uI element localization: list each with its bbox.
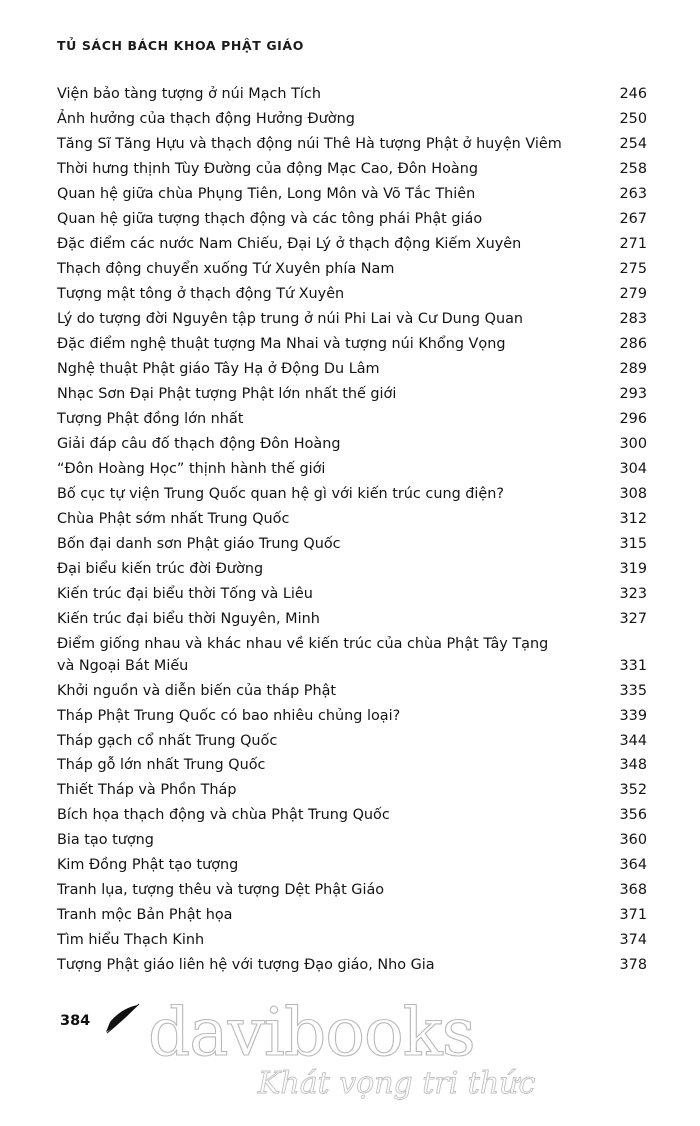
toc-entry-title bbox=[57, 634, 548, 678]
toc-entry-title: Chùa Phật sớm nhất Trung Quốc bbox=[57, 510, 290, 527]
toc-entry-page: 296 bbox=[619, 410, 647, 427]
toc-entry-title: Tranh mộc Bản Phật họa bbox=[57, 907, 233, 924]
toc-entry[interactable] bbox=[57, 109, 647, 131]
toc-entry-title: Lý do tượng đời Nguyên tập trung ở núi Phi Lai và Cư Dung Quan bbox=[57, 310, 524, 327]
toc-entry-page: 327 bbox=[619, 610, 647, 627]
toc-entry-page: 312 bbox=[619, 510, 647, 527]
toc-entry-title: Bích họa thạch động và chùa Phật Trung Quốc bbox=[57, 807, 390, 824]
toc-entry-page: 283 bbox=[619, 310, 647, 327]
toc-entry[interactable] bbox=[57, 409, 647, 431]
toc-entry-title: Thời hưng thịnh Tùy Đường của động Mạc Cao, Đôn Hoàng bbox=[57, 160, 478, 177]
toc-entry[interactable] bbox=[57, 855, 647, 877]
toc-entry-title: Kiến trúc đại biểu thời Nguyên, Minh bbox=[57, 610, 320, 627]
toc-entry-page: 271 bbox=[619, 235, 647, 252]
toc-entry-title: Nhạc Sơn Đại Phật tượng Phật lớn nhất thế giới bbox=[57, 385, 397, 402]
toc-entry-title: Tháp gạch cổ nhất Trung Quốc bbox=[57, 732, 278, 749]
toc-entry-title: Bốn đại danh sơn Phật giáo Trung Quốc bbox=[57, 535, 341, 552]
toc-entry-page: 250 bbox=[619, 110, 647, 127]
toc-entry-title: Thạch động chuyển xuống Tứ Xuyên phía Nam bbox=[57, 260, 395, 277]
toc-entry-page: 352 bbox=[619, 782, 647, 799]
toc-entry-page: 315 bbox=[619, 535, 647, 552]
toc-entry[interactable] bbox=[57, 731, 647, 753]
toc-entry-title: Bố cục tự viện Trung Quốc quan hệ gì với kiến trúc cung điện? bbox=[57, 485, 505, 502]
toc-entry-page: 246 bbox=[619, 86, 647, 102]
table-of-contents bbox=[57, 84, 647, 980]
toc-entry[interactable] bbox=[57, 880, 647, 902]
toc-entry[interactable] bbox=[57, 159, 647, 181]
toc-entry-page: 323 bbox=[619, 585, 647, 602]
toc-entry-title: Ảnh hưởng của thạch động Hưởng Đường bbox=[57, 110, 355, 127]
toc-entry[interactable] bbox=[57, 609, 647, 631]
toc-entry[interactable] bbox=[57, 930, 647, 952]
toc-entry[interactable] bbox=[57, 334, 647, 356]
toc-entry-title: Viện bảo tàng tượng ở núi Mạch Tích bbox=[57, 86, 321, 102]
toc-entry-title-line1: Điểm giống nhau và khác nhau về kiến trúc của chùa Phật Tây Tạng bbox=[57, 635, 549, 652]
toc-entry-page: 254 bbox=[619, 135, 647, 152]
toc-entry[interactable] bbox=[57, 534, 647, 556]
toc-entry[interactable] bbox=[57, 184, 647, 206]
toc-entry-title: Đặc điểm nghệ thuật tượng Ma Nhai và tượng núi Khổng Vọng bbox=[57, 335, 506, 352]
toc-entry-page: 308 bbox=[619, 485, 647, 502]
toc-entry-page: 263 bbox=[619, 185, 647, 202]
watermark-tagline: Khát vọng tri thức bbox=[258, 1066, 536, 1101]
toc-entry-page: 368 bbox=[619, 882, 647, 899]
toc-entry[interactable] bbox=[57, 359, 647, 381]
toc-entry[interactable] bbox=[57, 259, 647, 281]
running-head: TỦ SÁCH BÁCH KHOA PHẬT GIÁO bbox=[57, 38, 304, 53]
toc-entry[interactable] bbox=[57, 84, 647, 106]
page-number: 384 bbox=[60, 1013, 91, 1029]
toc-entry-title: Đại biểu kiến trúc đời Đường bbox=[57, 560, 264, 577]
toc-entry[interactable] bbox=[57, 706, 647, 728]
toc-entry-title: Tháp Phật Trung Quốc có bao nhiêu chủng loại? bbox=[57, 707, 401, 724]
toc-entry-title: Quan hệ giữa tượng thạch động và các tông phái Phật giáo bbox=[57, 210, 483, 227]
toc-entry-title: Nghệ thuật Phật giáo Tây Hạ ở Động Du Lâm bbox=[57, 360, 380, 377]
toc-entry-title: Tháp gỗ lớn nhất Trung Quốc bbox=[57, 757, 266, 774]
toc-entry-page: 348 bbox=[619, 757, 647, 774]
toc-entry-page: 304 bbox=[619, 460, 647, 477]
toc-entry-title: Tượng mật tông ở thạch động Tứ Xuyên bbox=[57, 285, 345, 302]
toc-entry-title: Giải đáp câu đố thạch động Đôn Hoàng bbox=[57, 435, 341, 452]
toc-entry-page: 360 bbox=[619, 832, 647, 849]
toc-entry-page: 319 bbox=[619, 560, 647, 577]
toc-entry-title: Đặc điểm các nước Nam Chiếu, Đại Lý ở thạch động Kiếm Xuyên bbox=[57, 235, 522, 252]
toc-entry[interactable] bbox=[57, 830, 647, 852]
toc-entry-title: Kim Đồng Phật tạo tượng bbox=[57, 857, 239, 874]
toc-entry-title: Tranh lụa, tượng thêu và tượng Dệt Phật Giáo bbox=[57, 882, 385, 899]
toc-entry-title: Tăng Sĩ Tăng Hựu và thạch động núi Thê Hà tượng Phật ở huyện Viêm bbox=[57, 135, 562, 152]
toc-entry[interactable] bbox=[57, 484, 647, 506]
toc-entry-title: Bia tạo tượng bbox=[57, 832, 154, 849]
toc-entry-title: Quan hệ giữa chùa Phụng Tiên, Long Môn và Võ Tắc Thiên bbox=[57, 185, 476, 202]
toc-entry-page: 371 bbox=[619, 907, 647, 924]
toc-entry-title-line2: và Ngoại Bát Miếu bbox=[57, 657, 189, 674]
toc-entry[interactable] bbox=[57, 584, 647, 606]
toc-entry-page: 331 bbox=[619, 657, 647, 674]
toc-entry-page: 344 bbox=[619, 732, 647, 749]
toc-entry-page: 339 bbox=[619, 707, 647, 724]
toc-entry-page: 286 bbox=[619, 335, 647, 352]
toc-entry[interactable] bbox=[57, 309, 647, 331]
toc-entry-page: 300 bbox=[619, 435, 647, 452]
toc-entry[interactable] bbox=[57, 284, 647, 306]
toc-entry-page: 258 bbox=[619, 160, 647, 177]
toc-entry[interactable] bbox=[57, 634, 647, 678]
toc-entry[interactable] bbox=[57, 780, 647, 802]
toc-entry-page: 356 bbox=[619, 807, 647, 824]
toc-entry[interactable] bbox=[57, 905, 647, 927]
toc-entry-page: 335 bbox=[619, 682, 647, 699]
toc-entry-title: Kiến trúc đại biểu thời Tống và Liêu bbox=[57, 585, 313, 602]
toc-entry-page: 275 bbox=[619, 260, 647, 277]
toc-entry-page: 364 bbox=[619, 857, 647, 874]
toc-entry[interactable] bbox=[57, 134, 647, 156]
watermark-brand: davibooks bbox=[148, 994, 475, 1071]
toc-entry[interactable] bbox=[57, 955, 647, 977]
toc-entry-page: 378 bbox=[619, 957, 647, 974]
toc-entry-page: 279 bbox=[619, 285, 647, 302]
toc-entry-title: Khởi nguồn và diễn biến của tháp Phật bbox=[57, 682, 337, 699]
leaf-ornament-icon bbox=[104, 1002, 142, 1036]
toc-entry[interactable] bbox=[57, 805, 647, 827]
toc-entry-page: 267 bbox=[619, 210, 647, 227]
toc-entry[interactable] bbox=[57, 755, 647, 777]
toc-entry[interactable] bbox=[57, 459, 647, 481]
toc-entry-page: 374 bbox=[619, 932, 647, 949]
page-footer bbox=[0, 980, 700, 1126]
toc-entry[interactable] bbox=[57, 209, 647, 231]
toc-entry[interactable] bbox=[57, 234, 647, 256]
toc-entry-page: 293 bbox=[619, 385, 647, 402]
toc-entry-title: Tượng Phật giáo liên hệ với tượng Đạo giáo, Nho Gia bbox=[57, 957, 435, 974]
toc-entry-title: Tìm hiểu Thạch Kinh bbox=[57, 932, 205, 949]
toc-entry-title: Thiết Tháp và Phồn Tháp bbox=[57, 782, 237, 799]
toc-entry[interactable] bbox=[57, 681, 647, 703]
toc-entry[interactable] bbox=[57, 509, 647, 531]
toc-entry-title: Tượng Phật đồng lớn nhất bbox=[57, 410, 244, 427]
toc-entry[interactable] bbox=[57, 384, 647, 406]
toc-entry[interactable] bbox=[57, 434, 647, 456]
toc-entry[interactable] bbox=[57, 559, 647, 581]
toc-entry-title: “Đôn Hoàng Học” thịnh hành thế giới bbox=[57, 460, 326, 477]
toc-entry-page: 289 bbox=[619, 360, 647, 377]
